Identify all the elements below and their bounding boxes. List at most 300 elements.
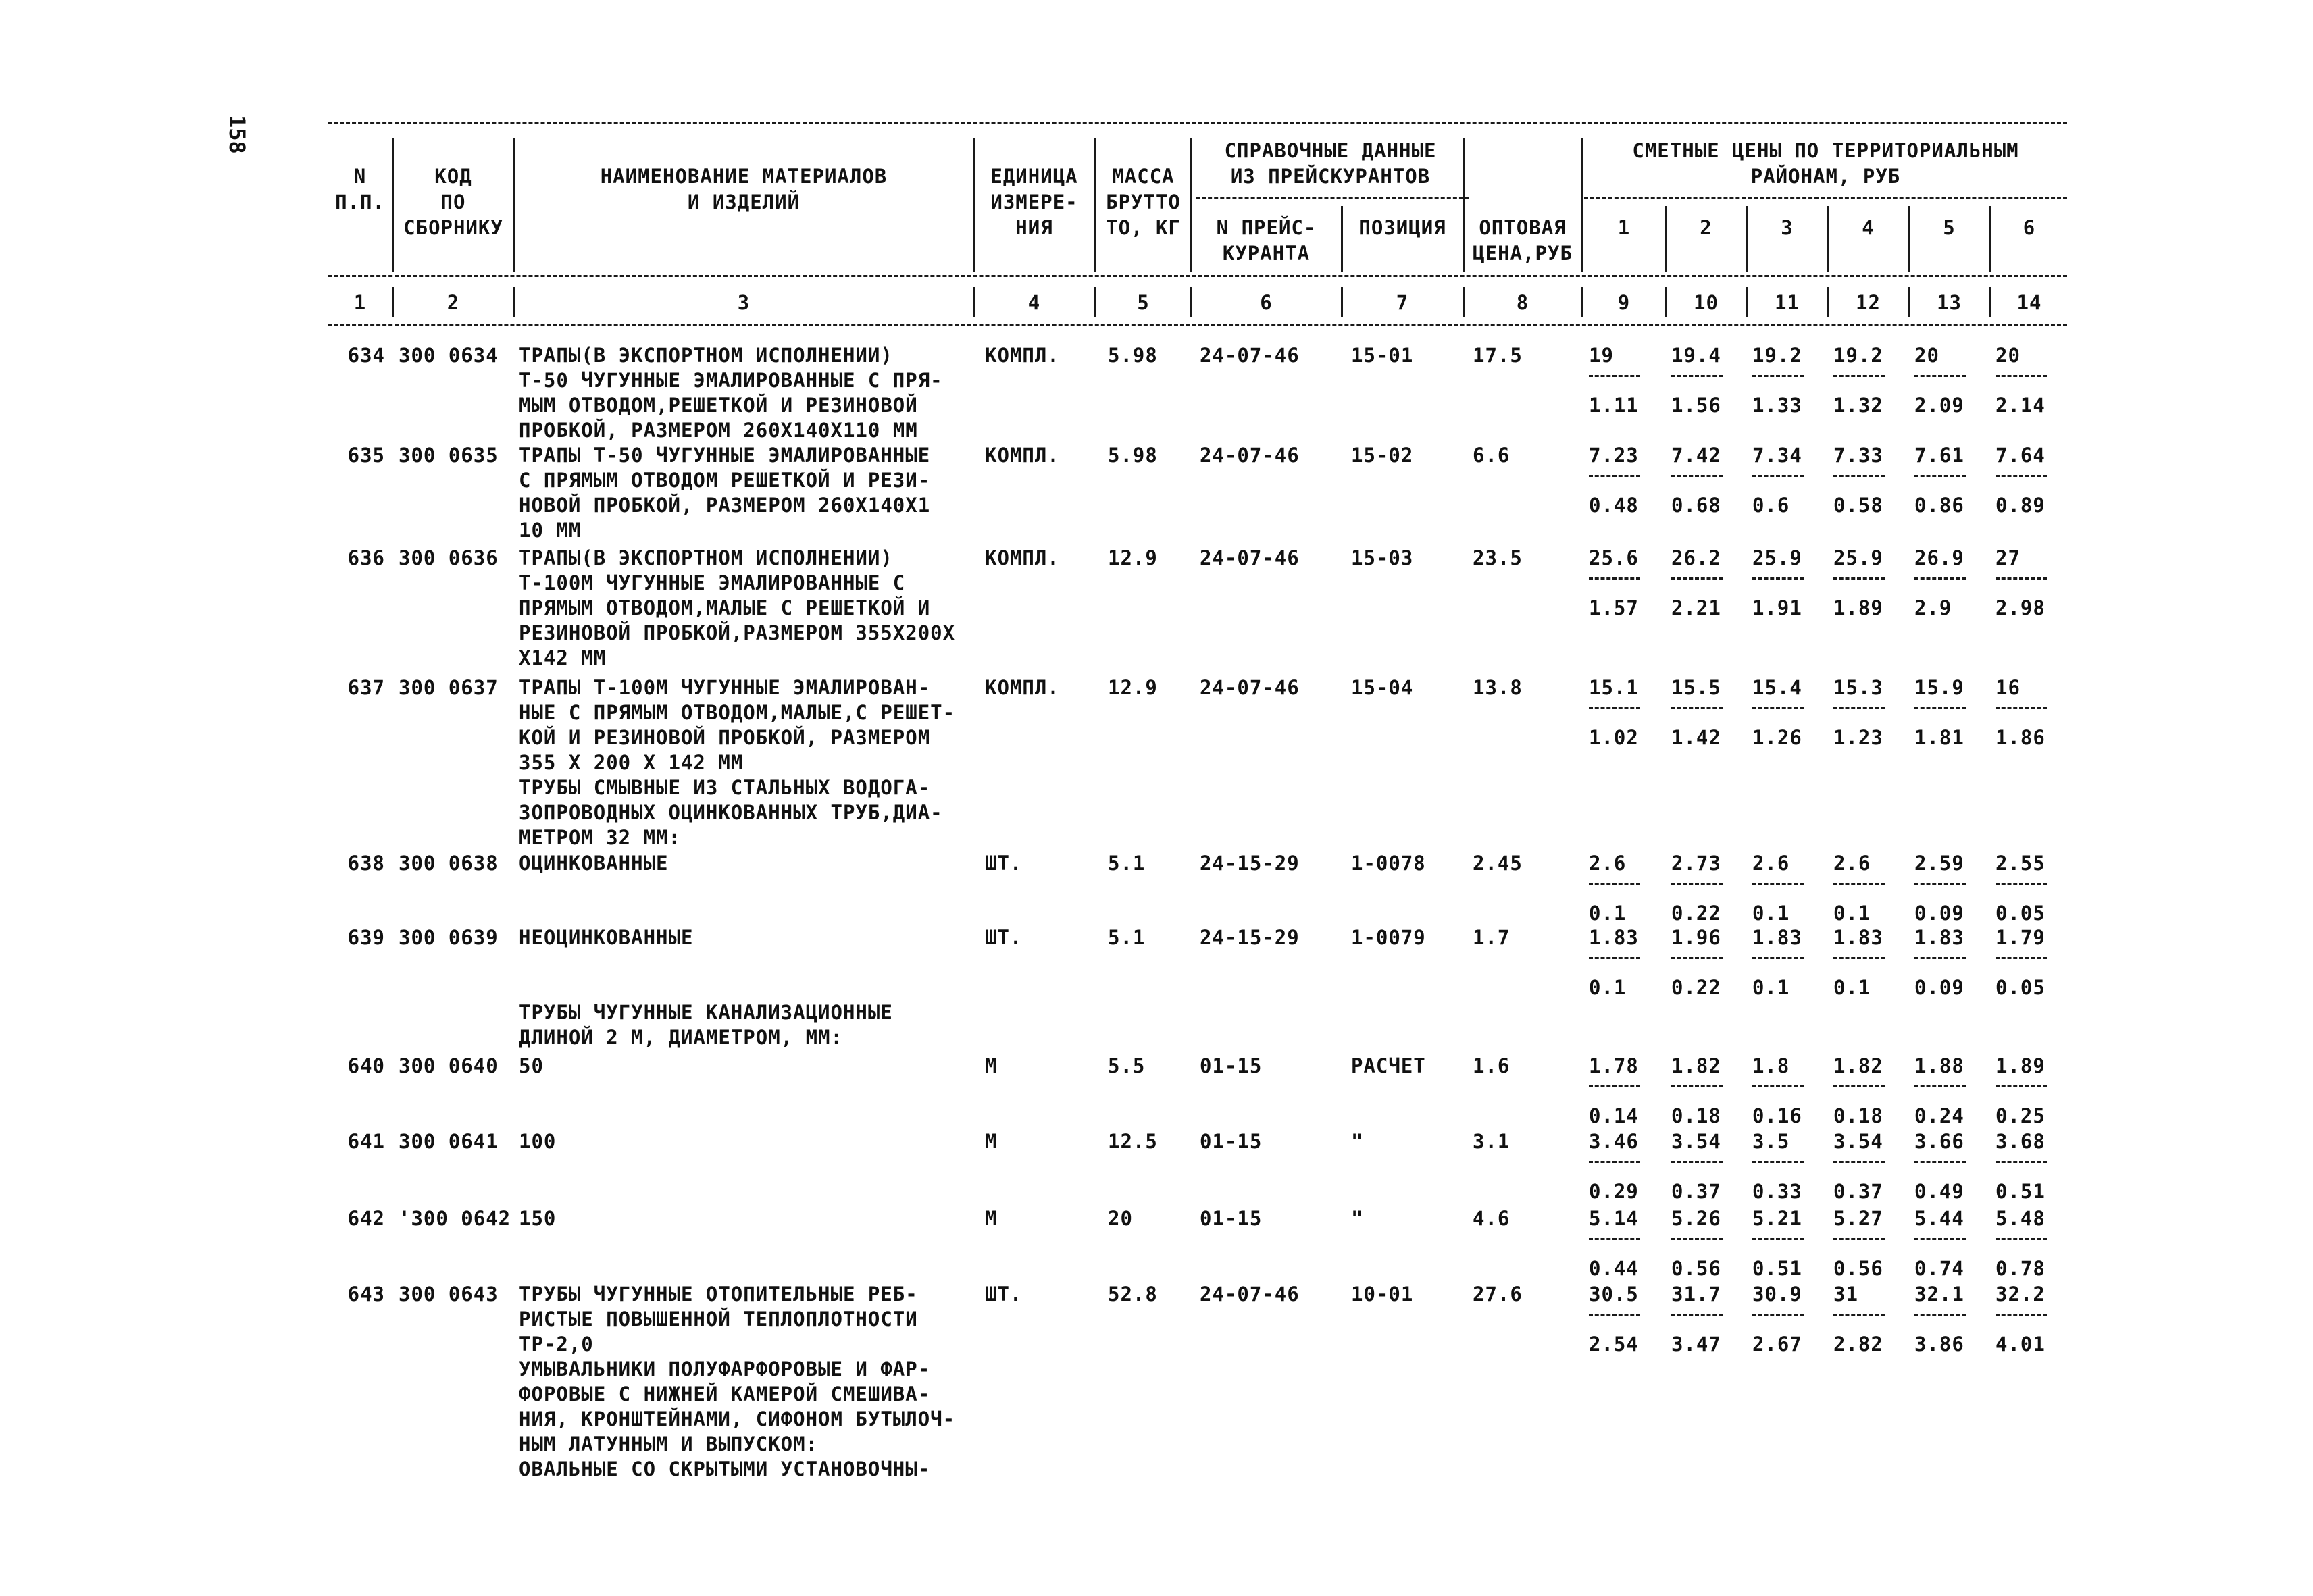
row-name-line: ТРАПЫ Т-50 ЧУГУННЫЕ ЭМАЛИРОВАННЫЕ <box>519 444 931 467</box>
row-region-subprice: 0.48 <box>1589 494 1639 517</box>
row-region-price: 5.21 <box>1752 1207 1802 1230</box>
row-mass: 12.9 <box>1108 676 1158 699</box>
price-fraction-line <box>1671 1161 1723 1163</box>
row-name-line: ТРУБЫ СМЫВНЫЕ ИЗ СТАЛЬНЫХ ВОДОГА- <box>519 776 931 799</box>
price-fraction-line <box>1833 1085 1885 1087</box>
row-region-price: 32.1 <box>1914 1283 1964 1306</box>
row-unit: КОМПЛ. <box>985 676 1060 699</box>
row-name-line: ОЦИНКОВАННЫЕ <box>519 852 669 875</box>
row-region-subprice: 0.49 <box>1914 1180 1964 1203</box>
row-region-subprice: 0.18 <box>1833 1104 1883 1127</box>
row-unit: КОМПЛ. <box>985 444 1060 467</box>
row-wholesale: 23.5 <box>1473 546 1523 569</box>
row-region-price: 3.54 <box>1671 1130 1721 1153</box>
header-unit: НИЯ <box>1015 216 1053 239</box>
price-fraction-line <box>1671 1238 1723 1240</box>
row-region-subprice: 0.56 <box>1833 1257 1883 1280</box>
column-number: 6 <box>1260 291 1273 314</box>
column-number: 1 <box>353 291 367 314</box>
price-fraction-line <box>1833 1238 1885 1240</box>
row-region-subprice: 1.33 <box>1752 394 1802 417</box>
price-fraction-line <box>1914 375 1966 377</box>
price-fraction-line <box>1589 475 1640 477</box>
price-fraction-line <box>1671 957 1723 959</box>
row-region-subprice: 2.09 <box>1914 394 1964 417</box>
header-regions-group: РАЙОНАМ, РУБ <box>1750 165 1901 188</box>
row-region-price: 1.82 <box>1833 1054 1883 1077</box>
price-fraction-line <box>1914 1314 1966 1316</box>
header-n: П.П. <box>335 190 385 213</box>
header-unit: ИЗМЕРЕ- <box>990 190 1078 213</box>
header-ref-group: ИЗ ПРЕЙСКУРАНТОВ <box>1230 165 1431 188</box>
header-name: И ИЗДЕЛИЙ <box>687 190 800 213</box>
row-region-subprice: 0.1 <box>1752 902 1790 925</box>
row-mass: 5.98 <box>1108 444 1158 467</box>
column-number: 12 <box>1856 291 1881 314</box>
row-unit: ШТ. <box>985 926 1023 949</box>
row-region-subprice: 0.25 <box>1996 1104 2045 1127</box>
price-fraction-line <box>1671 1085 1723 1087</box>
row-region-price: 5.26 <box>1671 1207 1721 1230</box>
row-number: 637 <box>347 676 385 699</box>
row-region-subprice: 0.05 <box>1996 976 2045 999</box>
row-region-subprice: 2.21 <box>1671 596 1721 619</box>
row-name-line: 10 ММ <box>519 519 582 542</box>
header-n: N <box>353 165 367 188</box>
row-region-subprice: 0.05 <box>1996 902 2045 925</box>
header-price-list: N ПРЕЙС- <box>1216 216 1317 239</box>
row-region-subprice: 0.89 <box>1996 494 2045 517</box>
row-region-subprice: 0.1 <box>1833 976 1871 999</box>
row-region-price: 31.7 <box>1671 1283 1721 1306</box>
row-wholesale: 2.45 <box>1473 852 1523 875</box>
row-region-price: 25.9 <box>1833 546 1883 569</box>
row-name-line: МЫМ ОТВОДОМ,РЕШЕТКОЙ И РЕЗИНОВОЙ <box>519 394 918 417</box>
row-number: 641 <box>347 1130 385 1153</box>
row-name-line: 50 <box>519 1054 544 1077</box>
row-region-subprice: 1.56 <box>1671 394 1721 417</box>
row-region-price: 26.2 <box>1671 546 1721 569</box>
header-position: ПОЗИЦИЯ <box>1358 216 1446 239</box>
row-position: 1-0078 <box>1351 852 1426 875</box>
row-name-line: ТРУБЫ ЧУГУННЫЕ ОТОПИТЕЛЬНЫЕ РЕБ- <box>519 1283 918 1306</box>
row-region-subprice: 2.14 <box>1996 394 2045 417</box>
row-price-list: 01-15 <box>1200 1130 1263 1153</box>
row-region-subprice: 3.86 <box>1914 1333 1964 1356</box>
price-fraction-line <box>1833 1161 1885 1163</box>
row-position: 10-01 <box>1351 1283 1414 1306</box>
row-name-line: 355 Х 200 Х 142 ММ <box>519 751 744 774</box>
row-mass: 12.9 <box>1108 546 1158 569</box>
row-region-price: 1.79 <box>1996 926 2045 949</box>
row-region-subprice: 0.1 <box>1589 902 1627 925</box>
row-name-line: КОЙ И РЕЗИНОВОЙ ПРОБКОЙ, РАЗМЕРОМ <box>519 726 931 749</box>
row-region-subprice: 1.91 <box>1752 596 1802 619</box>
price-fraction-line <box>1833 475 1885 477</box>
row-price-list: 24-15-29 <box>1200 926 1300 949</box>
row-mass: 5.1 <box>1108 852 1146 875</box>
price-fraction-line <box>1996 475 2047 477</box>
row-name-line: НЫМ ЛАТУННЫМ И ВЫПУСКОМ: <box>519 1433 819 1456</box>
row-region-price: 2.6 <box>1752 852 1790 875</box>
row-name-line: Т-100М ЧУГУННЫЕ ЭМАЛИРОВАННЫЕ С <box>519 571 906 594</box>
row-unit: КОМПЛ. <box>985 344 1060 367</box>
price-fraction-line <box>1671 475 1723 477</box>
price-fraction-line <box>1833 883 1885 885</box>
row-region-price: 7.61 <box>1914 444 1964 467</box>
price-fraction-line <box>1996 957 2047 959</box>
price-fraction-line <box>1752 883 1804 885</box>
price-fraction-line <box>1589 1238 1640 1240</box>
row-region-subprice: 0.16 <box>1752 1104 1802 1127</box>
row-region-subprice: 2.54 <box>1589 1333 1639 1356</box>
row-name-line: ОВАЛЬНЫЕ СО СКРЫТЫМИ УСТАНОВОЧНЫ- <box>519 1458 931 1481</box>
row-region-price: 19.2 <box>1833 344 1883 367</box>
row-position: " <box>1351 1207 1364 1230</box>
row-region-price: 1.96 <box>1671 926 1721 949</box>
row-name-line: ТРАПЫ(В ЭКСПОРТНОМ ИСПОЛНЕНИИ) <box>519 546 893 569</box>
price-fraction-line <box>1589 1161 1640 1163</box>
row-name-line: НЫЕ С ПРЯМЫМ ОТВОДОМ,МАЛЫЕ,С РЕШЕТ- <box>519 701 956 724</box>
row-name-line: 150 <box>519 1207 557 1230</box>
price-fraction-line <box>1996 1238 2047 1240</box>
price-fraction-line <box>1752 1314 1804 1316</box>
column-number: 3 <box>737 291 751 314</box>
row-price-list: 24-07-46 <box>1200 344 1300 367</box>
row-unit: М <box>985 1207 998 1230</box>
price-fraction-line <box>1833 707 1885 709</box>
row-wholesale: 1.6 <box>1473 1054 1510 1077</box>
row-region-price: 7.33 <box>1833 444 1883 467</box>
row-position: 15-04 <box>1351 676 1414 699</box>
row-region-subprice: 0.56 <box>1671 1257 1721 1280</box>
row-region-subprice: 0.1 <box>1833 902 1871 925</box>
header-region-number: 2 <box>1700 216 1712 239</box>
header-region-number: 6 <box>2023 216 2036 239</box>
price-fraction-line <box>1589 1085 1640 1087</box>
header-region-number: 1 <box>1617 216 1631 239</box>
column-number: 7 <box>1396 291 1409 314</box>
row-name-line: НЕОЦИНКОВАННЫЕ <box>519 926 694 949</box>
row-region-subprice: 0.44 <box>1589 1257 1639 1280</box>
row-region-price: 20 <box>1996 344 2020 367</box>
row-region-price: 30.9 <box>1752 1283 1802 1306</box>
row-region-subprice: 1.32 <box>1833 394 1883 417</box>
row-region-subprice: 0.6 <box>1752 494 1790 517</box>
price-fraction-line <box>1833 1314 1885 1316</box>
row-region-price: 7.42 <box>1671 444 1721 467</box>
price-fraction-line <box>1752 707 1804 709</box>
row-region-subprice: 1.57 <box>1589 596 1639 619</box>
row-region-price: 1.78 <box>1589 1054 1639 1077</box>
header-name: НАИМЕНОВАНИЕ МАТЕРИАЛОВ <box>600 165 888 188</box>
header-mass: ТО, КГ <box>1106 216 1181 239</box>
header-unit: ЕДИНИЦА <box>990 165 1078 188</box>
row-position: " <box>1351 1130 1364 1153</box>
price-fraction-line <box>1671 375 1723 377</box>
row-region-subprice: 1.42 <box>1671 726 1721 749</box>
price-fraction-line <box>1914 883 1966 885</box>
row-region-subprice: 2.82 <box>1833 1333 1883 1356</box>
row-region-subprice: 0.58 <box>1833 494 1883 517</box>
row-region-price: 5.44 <box>1914 1207 1964 1230</box>
row-region-price: 2.55 <box>1996 852 2045 875</box>
header-region-number: 4 <box>1862 216 1875 239</box>
row-name-line: Х142 ММ <box>519 646 607 669</box>
row-name-line: ТРАПЫ(В ЭКСПОРТНОМ ИСПОЛНЕНИИ) <box>519 344 893 367</box>
row-region-price: 30.5 <box>1589 1283 1639 1306</box>
price-fraction-line <box>1589 1314 1640 1316</box>
column-number: 2 <box>447 291 460 314</box>
row-wholesale: 1.7 <box>1473 926 1510 949</box>
price-fraction-line <box>1914 1238 1966 1240</box>
header-region-number: 5 <box>1943 216 1956 239</box>
row-wholesale: 17.5 <box>1473 344 1523 367</box>
row-region-price: 1.83 <box>1752 926 1802 949</box>
column-number: 9 <box>1617 291 1631 314</box>
row-name-line: НОВОЙ ПРОБКОЙ, РАЗМЕРОМ 260Х140Х1 <box>519 494 931 517</box>
row-region-price: 7.23 <box>1589 444 1639 467</box>
row-region-price: 19 <box>1589 344 1614 367</box>
price-fraction-line <box>1914 475 1966 477</box>
row-position: 15-03 <box>1351 546 1414 569</box>
row-region-price: 5.48 <box>1996 1207 2045 1230</box>
row-region-subprice: 0.24 <box>1914 1104 1964 1127</box>
row-region-subprice: 3.47 <box>1671 1333 1721 1356</box>
row-position: 1-0079 <box>1351 926 1426 949</box>
header-wholesale: ЦЕНА,РУБ <box>1473 242 1573 265</box>
row-region-price: 31 <box>1833 1283 1858 1306</box>
row-price-list: 01-15 <box>1200 1207 1263 1230</box>
header-wholesale: ОПТОВАЯ <box>1479 216 1567 239</box>
row-name-line: РИСТЫЕ ПОВЫШЕННОЙ ТЕПЛОПЛОТНОСТИ <box>519 1308 918 1331</box>
row-region-price: 15.4 <box>1752 676 1802 699</box>
column-number: 8 <box>1516 291 1529 314</box>
row-region-price: 19.4 <box>1671 344 1721 367</box>
row-region-price: 7.64 <box>1996 444 2045 467</box>
row-number: 639 <box>347 926 385 949</box>
row-region-price: 2.59 <box>1914 852 1964 875</box>
row-region-subprice: 2.67 <box>1752 1333 1802 1356</box>
row-name-line: ТРАПЫ Т-100М ЧУГУННЫЕ ЭМАЛИРОВАН- <box>519 676 931 699</box>
row-name-line: ФОРОВЫЕ С НИЖНЕЙ КАМЕРОЙ СМЕШИВА- <box>519 1383 931 1406</box>
row-mass: 52.8 <box>1108 1283 1158 1306</box>
price-fraction-line <box>1589 707 1640 709</box>
row-region-price: 19.2 <box>1752 344 1802 367</box>
row-code: 300 0636 <box>399 546 499 569</box>
row-region-subprice: 0.74 <box>1914 1257 1964 1280</box>
row-region-price: 1.83 <box>1833 926 1883 949</box>
row-name-line: МЕТРОМ 32 ММ: <box>519 826 681 849</box>
row-wholesale: 3.1 <box>1473 1130 1510 1153</box>
row-region-price: 2.6 <box>1589 852 1627 875</box>
row-region-price: 1.89 <box>1996 1054 2045 1077</box>
price-fraction-line <box>1752 1161 1804 1163</box>
price-fraction-line <box>1914 577 1966 580</box>
row-region-subprice: 1.89 <box>1833 596 1883 619</box>
row-name-line: ПРЯМЫМ ОТВОДОМ,МАЛЫЕ С РЕШЕТКОЙ И <box>519 596 931 619</box>
price-fraction-line <box>1914 1085 1966 1087</box>
row-region-price: 3.66 <box>1914 1130 1964 1153</box>
row-region-subprice: 2.98 <box>1996 596 2045 619</box>
row-unit: М <box>985 1130 998 1153</box>
row-region-price: 32.2 <box>1996 1283 2045 1306</box>
row-position: 15-01 <box>1351 344 1414 367</box>
price-fraction-line <box>1752 475 1804 477</box>
price-fraction-line <box>1996 1085 2047 1087</box>
price-fraction-line <box>1589 957 1640 959</box>
row-region-price: 15.1 <box>1589 676 1639 699</box>
row-price-list: 24-07-46 <box>1200 1283 1300 1306</box>
price-fraction-line <box>1833 375 1885 377</box>
row-region-subprice: 1.02 <box>1589 726 1639 749</box>
price-fraction-line <box>1996 577 2047 580</box>
row-code: 300 0635 <box>399 444 499 467</box>
price-fraction-line <box>1833 577 1885 580</box>
row-region-subprice: 0.33 <box>1752 1180 1802 1203</box>
row-unit: ШТ. <box>985 852 1023 875</box>
row-price-list: 24-07-46 <box>1200 546 1300 569</box>
row-mass: 5.98 <box>1108 344 1158 367</box>
row-region-subprice: 1.11 <box>1589 394 1639 417</box>
row-region-subprice: 0.68 <box>1671 494 1721 517</box>
row-region-price: 16 <box>1996 676 2020 699</box>
row-wholesale: 6.6 <box>1473 444 1510 467</box>
price-fraction-line <box>1996 1161 2047 1163</box>
row-number: 635 <box>347 444 385 467</box>
row-region-subprice: 0.22 <box>1671 976 1721 999</box>
row-region-price: 3.68 <box>1996 1130 2045 1153</box>
row-region-subprice: 1.23 <box>1833 726 1883 749</box>
row-price-list: 01-15 <box>1200 1054 1263 1077</box>
row-code: 300 0638 <box>399 852 499 875</box>
column-number: 14 <box>2016 291 2042 314</box>
price-fraction-line <box>1752 1238 1804 1240</box>
row-region-price: 27 <box>1996 546 2020 569</box>
row-region-subprice: 1.26 <box>1752 726 1802 749</box>
row-region-price: 2.73 <box>1671 852 1721 875</box>
row-region-subprice: 0.29 <box>1589 1180 1639 1203</box>
row-name-line: РЕЗИНОВОЙ ПРОБКОЙ,РАЗМЕРОМ 355Х200Х <box>519 621 956 644</box>
row-name-line: ПРОБКОЙ, РАЗМЕРОМ 260Х140Х110 ММ <box>519 419 918 442</box>
row-mass: 20 <box>1108 1207 1133 1230</box>
row-region-price: 1.88 <box>1914 1054 1964 1077</box>
row-mass: 5.5 <box>1108 1054 1146 1077</box>
row-unit: ШТ. <box>985 1283 1023 1306</box>
header-price-list: КУРАНТА <box>1222 242 1311 265</box>
price-fraction-line <box>1671 707 1723 709</box>
row-unit: КОМПЛ. <box>985 546 1060 569</box>
price-fraction-line <box>1752 577 1804 580</box>
row-region-subprice: 0.18 <box>1671 1104 1721 1127</box>
row-region-subprice: 0.09 <box>1914 976 1964 999</box>
row-region-price: 1.83 <box>1589 926 1639 949</box>
price-fraction-line <box>1914 1161 1966 1163</box>
row-position: 15-02 <box>1351 444 1414 467</box>
row-region-price: 15.5 <box>1671 676 1721 699</box>
row-wholesale: 27.6 <box>1473 1283 1523 1306</box>
row-wholesale: 13.8 <box>1473 676 1523 699</box>
row-name-line: ЗОПРОВОДНЫХ ОЦИНКОВАННЫХ ТРУБ,ДИА- <box>519 801 943 824</box>
row-region-price: 3.54 <box>1833 1130 1883 1153</box>
row-region-price: 5.14 <box>1589 1207 1639 1230</box>
row-mass: 12.5 <box>1108 1130 1158 1153</box>
row-name-line: НИЯ, КРОНШТЕЙНАМИ, СИФОНОМ БУТЫЛОЧ- <box>519 1408 956 1431</box>
row-region-price: 5.27 <box>1833 1207 1883 1230</box>
row-region-price: 25.6 <box>1589 546 1639 569</box>
row-region-price: 3.46 <box>1589 1130 1639 1153</box>
price-fraction-line <box>1752 1085 1804 1087</box>
row-name-line: С ПРЯМЫМ ОТВОДОМ РЕШЕТКОЙ И РЕЗИ- <box>519 469 931 492</box>
price-fraction-line <box>1914 707 1966 709</box>
row-region-subprice: 1.81 <box>1914 726 1964 749</box>
row-region-subprice: 0.37 <box>1671 1180 1721 1203</box>
row-region-price: 26.9 <box>1914 546 1964 569</box>
column-number: 13 <box>1937 291 1962 314</box>
row-wholesale: 4.6 <box>1473 1207 1510 1230</box>
row-name-line: Т-50 ЧУГУННЫЕ ЭМАЛИРОВАННЫЕ С ПРЯ- <box>519 369 943 392</box>
row-region-price: 25.9 <box>1752 546 1802 569</box>
row-name-line: ДЛИНОЙ 2 М, ДИАМЕТРОМ, ММ: <box>519 1026 843 1049</box>
row-region-subprice: 0.09 <box>1914 902 1964 925</box>
row-region-price: 1.8 <box>1752 1054 1790 1077</box>
row-region-subprice: 0.1 <box>1752 976 1790 999</box>
row-region-subprice: 0.14 <box>1589 1104 1639 1127</box>
row-region-price: 15.3 <box>1833 676 1883 699</box>
price-fraction-line <box>1671 1314 1723 1316</box>
header-regions-group: СМЕТНЫЕ ЦЕНЫ ПО ТЕРРИТОРИАЛЬНЫМ <box>1632 139 2019 162</box>
row-number: 634 <box>347 344 385 367</box>
price-fraction-line <box>1914 957 1966 959</box>
column-number: 4 <box>1027 291 1041 314</box>
column-number: 5 <box>1137 291 1150 314</box>
row-code: '300 0642 <box>399 1207 511 1230</box>
row-region-price: 7.34 <box>1752 444 1802 467</box>
row-number: 636 <box>347 546 385 569</box>
row-name-line: УМЫВАЛЬНИКИ ПОЛУФАРФОРОВЫЕ И ФАР- <box>519 1358 931 1381</box>
header-kod: ПО <box>440 190 466 213</box>
row-price-list: 24-07-46 <box>1200 444 1300 467</box>
price-fraction-line <box>1996 707 2047 709</box>
row-unit: М <box>985 1054 998 1077</box>
price-fraction-line <box>1752 375 1804 377</box>
header-mass: МАССА <box>1112 165 1175 188</box>
row-region-subprice: 0.51 <box>1996 1180 2045 1203</box>
row-number: 640 <box>347 1054 385 1077</box>
row-region-price: 15.9 <box>1914 676 1964 699</box>
row-number: 638 <box>347 852 385 875</box>
price-fraction-line <box>1671 577 1723 580</box>
row-code: 300 0634 <box>399 344 499 367</box>
price-fraction-line <box>1996 1314 2047 1316</box>
row-name-line: ТРУБЫ ЧУГУННЫЕ КАНАЛИЗАЦИОННЫЕ <box>519 1001 893 1024</box>
column-number: 10 <box>1694 291 1719 314</box>
row-mass: 5.1 <box>1108 926 1146 949</box>
header-region-number: 3 <box>1781 216 1794 239</box>
row-region-subprice: 4.01 <box>1996 1333 2045 1356</box>
header-kod: КОД <box>434 165 472 188</box>
row-region-subprice: 0.86 <box>1914 494 1964 517</box>
row-number: 643 <box>347 1283 385 1306</box>
price-fraction-line <box>1671 883 1723 885</box>
price-fraction-line <box>1833 957 1885 959</box>
row-region-price: 2.6 <box>1833 852 1871 875</box>
row-region-subprice: 1.86 <box>1996 726 2045 749</box>
row-position: РАСЧЕТ <box>1351 1054 1426 1077</box>
row-region-subprice: 0.37 <box>1833 1180 1883 1203</box>
row-price-list: 24-07-46 <box>1200 676 1300 699</box>
price-fraction-line <box>1752 957 1804 959</box>
